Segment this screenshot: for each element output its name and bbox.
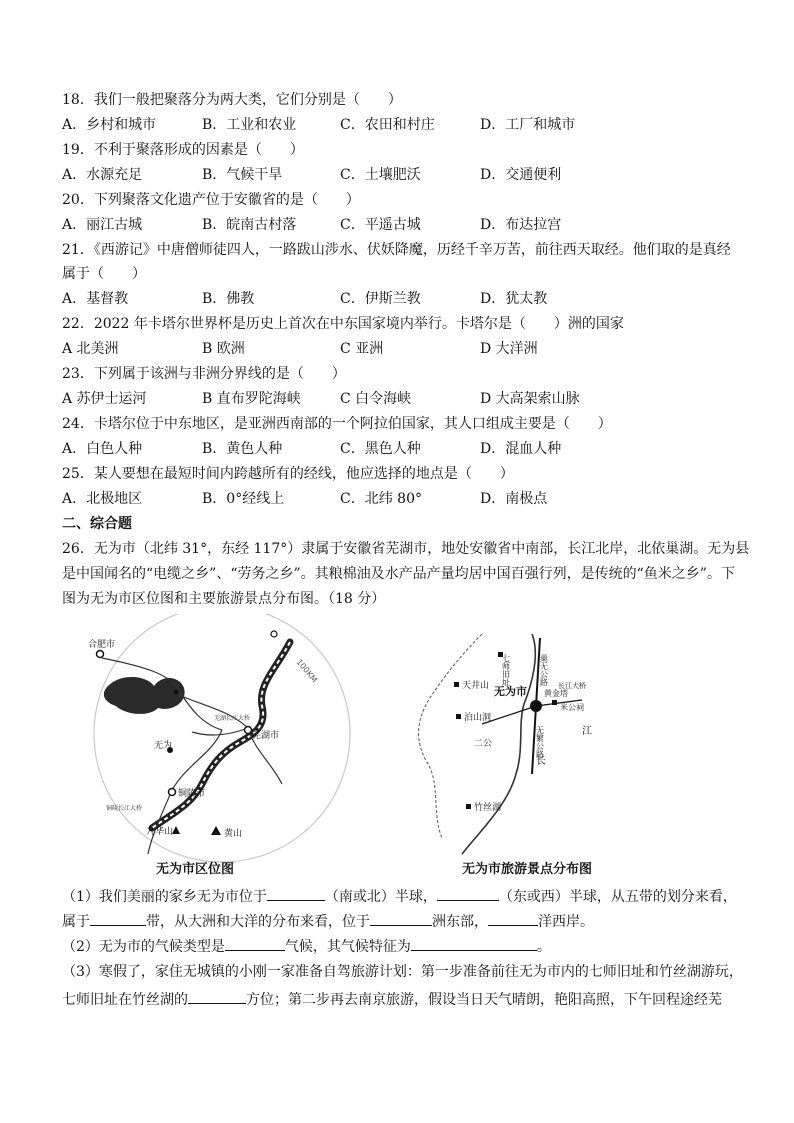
answer-blank[interactable] bbox=[188, 987, 246, 1004]
sub-question-1-line1 bbox=[62, 884, 737, 907]
section-title: 二、综合题 bbox=[62, 516, 132, 532]
sub2-text-a: （2）无为市的气候类型是 bbox=[62, 939, 225, 955]
option-d: D 大洋洲 bbox=[480, 341, 538, 357]
answer-blank[interactable] bbox=[370, 909, 432, 926]
sub1-text-d: 属于 bbox=[62, 914, 90, 930]
option-b: B．佛教 bbox=[202, 291, 255, 307]
option-a: A．水源充足 bbox=[62, 167, 143, 183]
sub1-text-g: 洋西岸。 bbox=[538, 914, 594, 930]
wuhu-marker bbox=[245, 727, 252, 734]
city-label: 无为市 bbox=[494, 685, 527, 698]
option-c: C．平遥古城 bbox=[340, 217, 421, 233]
option-c: C．黑色人种 bbox=[340, 441, 421, 457]
option-a: A 苏伊士运河 bbox=[62, 391, 147, 407]
scale-label: 100KM bbox=[294, 657, 319, 685]
option-d: D 大高架索山脉 bbox=[480, 391, 580, 407]
question-22-stem: 22．2022 年卡塔尔世界杯是历史上首次在中东国家境内举行。卡塔尔是（ ）洲的国家 bbox=[62, 316, 624, 332]
option-d: D．南极点 bbox=[480, 491, 548, 507]
option-a: A．白色人种 bbox=[62, 441, 143, 457]
sub1-text-a: （1）我们美丽的家乡无为市位于 bbox=[62, 889, 267, 905]
option-d: D．混血人种 bbox=[480, 441, 562, 457]
nanjing-marker bbox=[271, 631, 277, 637]
option-c: C．土壤肥沃 bbox=[340, 167, 421, 183]
range-circle bbox=[94, 614, 350, 862]
option-b: B．气候干旱 bbox=[202, 167, 283, 183]
option-a: A．北极地区 bbox=[62, 491, 143, 507]
sub2-text-b: 气候，其气候特征为 bbox=[284, 939, 411, 955]
maps-svg bbox=[62, 614, 630, 876]
option-b: B．黄色人种 bbox=[202, 441, 283, 457]
sub-question-3-line1: （3）寒假了，家住无城镇的小刚一家准备自驾旅游计划：第一步准备前往无为市内的七师旧址和竹丝湖游玩， bbox=[62, 964, 743, 980]
option-b: B．工业和农业 bbox=[202, 117, 297, 133]
wuhu-bridge-label: 芜湖长江大桥 bbox=[214, 715, 251, 722]
map2-caption: 无为市旅游景点分布图 bbox=[462, 862, 593, 877]
north-road-label: 巢无公路 bbox=[539, 654, 549, 686]
tongling-label: 铜陵市 bbox=[178, 789, 206, 799]
hefei-marker bbox=[97, 651, 104, 658]
second-road-label: 二公 bbox=[474, 739, 493, 749]
option-d: D．犹太教 bbox=[480, 291, 548, 307]
sub1-text-b: （南或北）半球， bbox=[324, 889, 437, 905]
chang-label: 长 bbox=[536, 756, 546, 767]
question-21-stem-continued: 属于（ ） bbox=[62, 266, 146, 282]
zhusi-marker bbox=[466, 804, 471, 809]
bishan-label: 泊山洞 bbox=[464, 713, 492, 723]
question-26-intro-line1: 26．无为市（北纬 31°，东经 117°）隶属于安徽省芜湖市，地处安徽省中南部，长江北岸，北依巢湖。无为县 bbox=[62, 541, 750, 557]
sub3-text-b: 七师旧址在竹丝湖的 bbox=[62, 992, 188, 1008]
option-b: B．皖南古村落 bbox=[202, 217, 297, 233]
answer-blank[interactable] bbox=[90, 909, 146, 926]
question-26-intro-line2: 是中国闻名的“电缆之乡”、“劳务之乡”。其粮棉油及水产品产量均居中国百强行列，是传统的“鱼米之乡”。下 bbox=[62, 566, 735, 582]
sub-question-2 bbox=[62, 934, 551, 957]
bishan-marker bbox=[456, 714, 461, 719]
sub1-text-f: 洲东部， bbox=[432, 914, 488, 930]
sub-question-3-line2 bbox=[62, 987, 722, 1010]
south-road-label: 无繁公路 bbox=[535, 726, 545, 758]
option-b: B 直布罗陀海峡 bbox=[202, 391, 301, 407]
yangtze-river-map2 bbox=[462, 634, 535, 854]
option-c: C．北纬 80° bbox=[340, 491, 422, 507]
answer-blank[interactable] bbox=[411, 934, 537, 951]
sub-question-1-line2 bbox=[62, 909, 594, 932]
tongling-marker bbox=[169, 789, 176, 796]
boundary-line bbox=[419, 634, 482, 838]
city-dot bbox=[174, 690, 179, 695]
answer-blank[interactable] bbox=[488, 909, 538, 926]
answer-blank[interactable] bbox=[437, 884, 499, 901]
answer-blank[interactable] bbox=[225, 934, 285, 951]
question-25-stem: 25．某人要想在最短时间内跨越所有的经线，他应选择的地点是（ ） bbox=[62, 466, 514, 482]
huangjin-label: 黄金塔 bbox=[544, 689, 568, 698]
tianjing-marker bbox=[454, 682, 459, 687]
huangshan-label: 黄山 bbox=[224, 829, 243, 839]
hefei-label: 合肥市 bbox=[88, 640, 116, 650]
location-map bbox=[88, 614, 350, 862]
option-a: A．丽江古城 bbox=[62, 217, 143, 233]
zhusi-label: 竹丝湖 bbox=[474, 803, 502, 813]
huangshan-mountain-icon bbox=[211, 826, 221, 835]
answer-blank[interactable] bbox=[267, 884, 325, 901]
qishi-label: 七师旧址 bbox=[501, 654, 511, 686]
question-21-stem: 21．《西游记》中唐僧师徒四人，一路跋山涉水、伏妖降魔，历经千辛万苦，前往西天取经。他们取的是真经 bbox=[62, 242, 731, 258]
question-26-intro-line3: 图为无为市区位图和主要旅游景点分布图。（18 分） bbox=[62, 591, 386, 607]
bridge-label: 长江大桥 bbox=[558, 682, 586, 690]
jiuhua-label: 九华山 bbox=[146, 827, 174, 837]
wuwei-label: 无为 bbox=[154, 741, 173, 751]
map-figure bbox=[62, 614, 630, 876]
wuwei-city-marker bbox=[530, 700, 542, 712]
option-c: C．伊斯兰教 bbox=[340, 291, 421, 307]
option-a: A 北美洲 bbox=[62, 341, 119, 357]
question-18-stem: 18．我们一般把聚落分为两大类，它们分别是（ ） bbox=[62, 92, 402, 108]
tianjing-label: 天井山 bbox=[462, 681, 490, 691]
option-d: D．工厂和城市 bbox=[480, 117, 576, 133]
option-d: D．交通便利 bbox=[480, 167, 562, 183]
option-a: A．乡村和城市 bbox=[62, 117, 157, 133]
wuhu-label: 芜湖市 bbox=[252, 731, 280, 741]
sub2-text-c: 。 bbox=[536, 939, 551, 955]
sub1-text-c: （东或西）半球，从五带的划分来看， bbox=[498, 889, 737, 905]
option-b: B．0°经线上 bbox=[202, 491, 285, 507]
option-c: C 亚洲 bbox=[340, 341, 384, 357]
option-a: A．基督教 bbox=[62, 291, 129, 307]
sub1-text-e: 带，从大洲和大洋的分布来看，位于 bbox=[146, 914, 370, 930]
jiang-label: 江 bbox=[582, 726, 592, 737]
option-c: C 白令海峡 bbox=[340, 391, 412, 407]
jiangong-label: 米公祠 bbox=[560, 703, 584, 712]
tongling-bridge-label: 铜陵长江大桥 bbox=[106, 805, 143, 812]
option-d: D．布达拉宫 bbox=[480, 217, 562, 233]
tourist-map bbox=[419, 634, 592, 854]
jiangong-marker bbox=[552, 700, 557, 705]
question-23-stem: 23．下列属于该洲与非洲分界线的是（ ） bbox=[62, 366, 346, 382]
jiuhua-mountain-icon bbox=[172, 826, 180, 834]
option-b: B 欧洲 bbox=[202, 341, 245, 357]
question-20-stem: 20．下列聚落文化遗产位于安徽省的是（ ） bbox=[62, 192, 360, 208]
map1-caption: 无为市区位图 bbox=[156, 862, 235, 877]
sub3-text-c: 方位；第二步再去南京旅游，假设当日天气晴朗，艳阳高照，下午回程途经芜 bbox=[246, 992, 722, 1008]
question-24-stem: 24．卡塔尔位于中东地区，是亚洲西南部的一个阿拉伯国家，其人口组成主要是（ ） bbox=[62, 416, 612, 432]
question-19-stem: 19．不利于聚落形成的因素是（ ） bbox=[62, 142, 304, 158]
option-c: C．农田和村庄 bbox=[340, 117, 435, 133]
